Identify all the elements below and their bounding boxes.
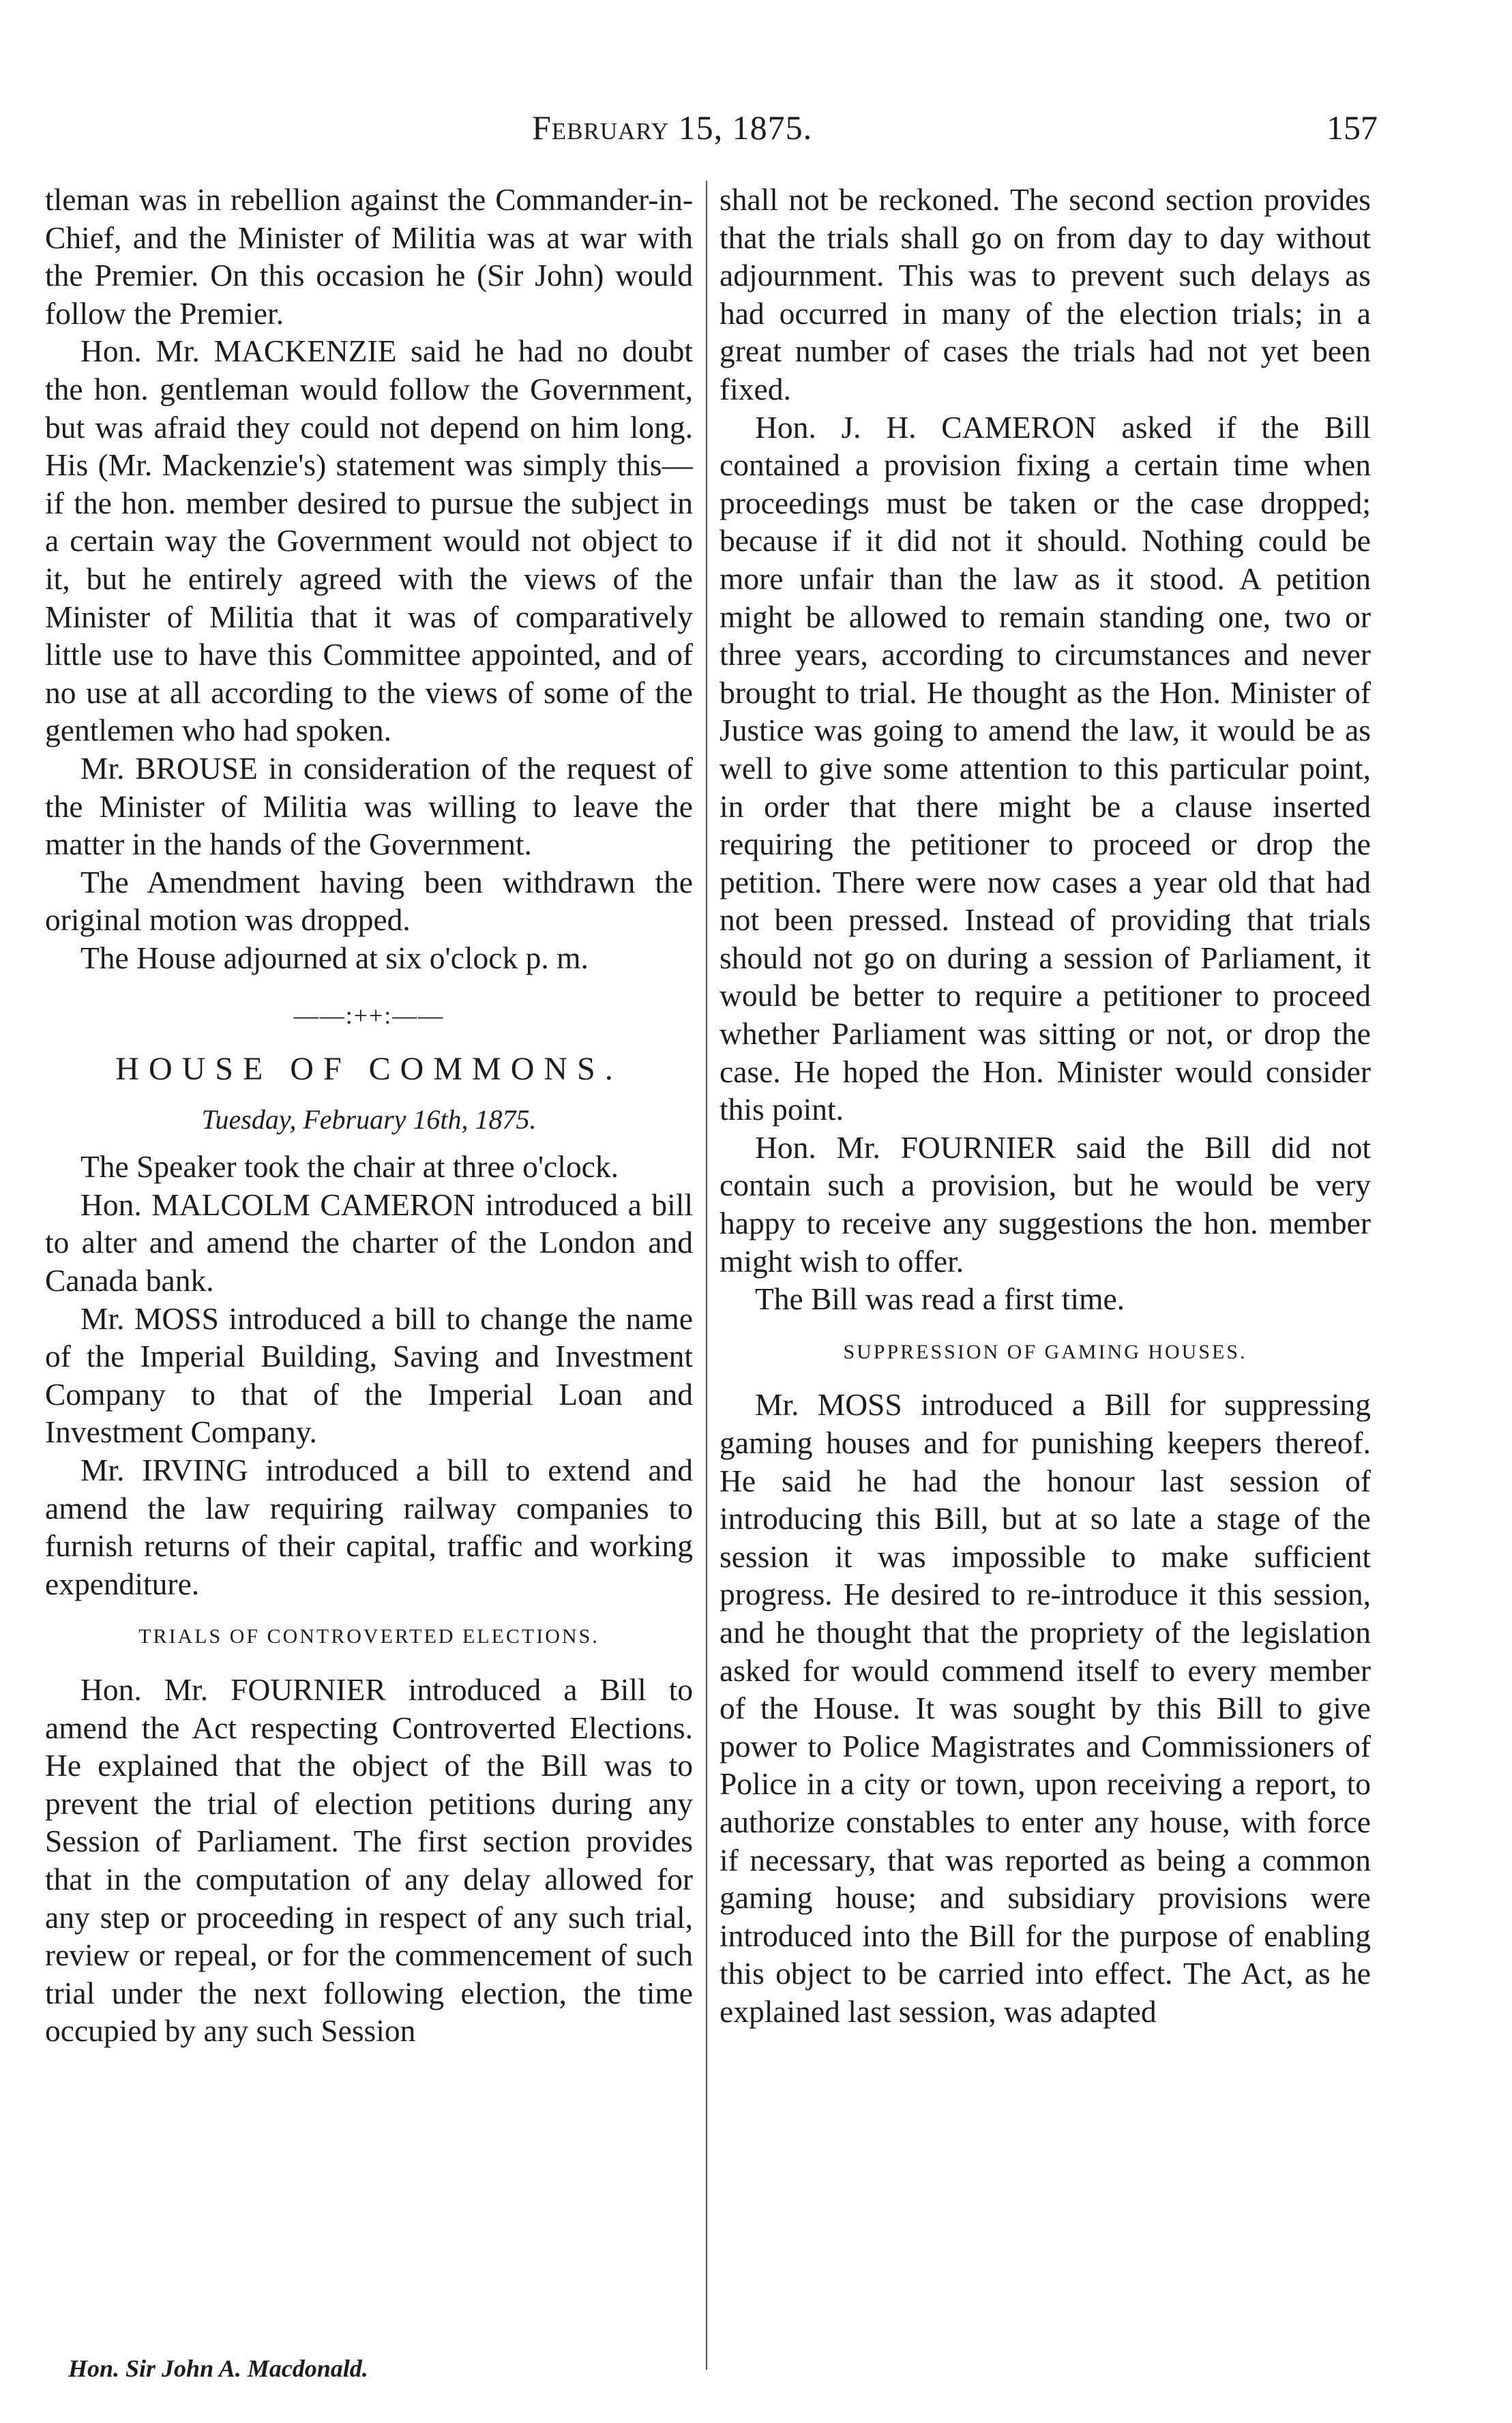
paragraph: Hon. Mr. FOURNIER introduced a Bill to amend the Act respecting Controverted Elections. He explained that the object of the Bill was to prevent the trial of election petitions during any Session of Parliament. The first section provides that in the computation of any delay allowed for any step or proceeding in respect of any such trial, review or repeal, or for the commencement of such trial under the next following election, the time occupied by any such Session	[45, 1671, 693, 2049]
paragraph: Hon. MALCOLM CAMERON introduced a bill to alter and amend the charter of the London and Canada bank.	[45, 1187, 693, 1298]
paragraph: The House adjourned at six o'clock p. m.	[80, 940, 589, 975]
footer-speaker: Hon. Sir John A. Macdonald.	[68, 2355, 368, 2382]
section-title: HOUSE OF COMMONS.	[115, 1051, 623, 1088]
page-number: 157	[1326, 108, 1378, 147]
paragraph: Hon. Mr. FOURNIER said the Bill did not contain such a provision, but he would be very happy to receive any suggestions the hon. member might wish to offer.	[720, 1129, 1371, 1279]
paragraph: The Speaker took the chair at three o'clock.	[80, 1149, 619, 1185]
paragraph: Mr. BROUSE in consideration of the request of the Minister of Militia was willing to leave the matter in the hands of the Government.	[45, 750, 693, 862]
paragraph: Mr. MOSS introduced a bill to change the name of the Imperial Building, Saving and Investment Company to that of the Imperial Loan and Investment Company.	[45, 1300, 693, 1450]
paragraph: Mr. MOSS introduced a Bill for suppressing gaming houses and for punishing keepers thereof. He said he had the honour last session of introducing this Bill, but at so late a stage of the session it was impossible to make sufficient progress. He desired to re-introduce it this session, and he thought that the propriety of the legislation asked for would commend itself to every member of the House. It was sought by this Bill to give power to Police Magistrates and Commissioners of Police in a city or town, upon receiving a report, to authorize constables to enter any house, with force if necessary, that was reported as being a common gaming house; and subsidiary provisions were introduced into the Bill for the purpose of enabling this object to be carried into effect. The Act, as he explained last session, was adapted	[720, 1387, 1371, 2029]
paragraph: Hon. Mr. MACKENZIE said he had no doubt the hon. gentleman would follow the Government, but was afraid they could not depend on him long. His (Mr. Mackenzie's) statement was simply this—if the hon. member desired to pursue the subject in a certain way the Government would not object to it, but he entirely agreed with the views of the Minister of Militia that it was of comparatively little use to have this Committee appointed, and of no use at all according to the views of some of the gentlemen who had spoken.	[45, 333, 693, 748]
page-header	[532, 108, 1378, 155]
paragraph: Mr. IRVING introduced a bill to extend and amend the law requiring railway companies to furnish returns of their capital, traffic and working expenditure.	[45, 1453, 693, 1601]
subheading: TRIALS OF CONTROVERTED ELECTIONS.	[138, 1625, 599, 1648]
paragraph: Hon. J. H. CAMERON asked if the Bill contained a provision fixing a certain time when proceedings must be taken or the case dropped; because if it did not it should. Nothing could be more unfair than the law as it stood. A petition might be allowed to remain standing one, two or three years, according to circumstances and never brought to trial. He thought as the Hon. Minister of Justice was going to amend the law, it would be as well to give some attention to this particular point, in order that there might be a clause inserted requiring the petitioner to proceed or drop the petition. There were now cases a year old that had not been pressed. Instead of providing that trials should not go on during a session of Parliament, it would be better to require a petitioner to proceed whether Parliament was sitting or not, or drop the case. He hoped the Hon. Minister would consider this point.	[720, 409, 1371, 1127]
paragraph: The Bill was read a first time.	[755, 1281, 1125, 1317]
subheading: SUPPRESSION OF GAMING HOUSES.	[843, 1340, 1247, 1363]
section-divider: ——:++:——	[293, 1002, 445, 1030]
column-rule	[706, 181, 707, 2370]
session-dateline: Tuesday, February 16th, 1875.	[201, 1103, 537, 1135]
paragraph: tleman was in rebellion against the Commander-in-Chief, and the Minister of Militia was at war with the Premier. On this occasion he (Sir John) would follow the Premier.	[45, 182, 693, 331]
left-column	[45, 181, 693, 2050]
paragraph: The Amendment having been withdrawn the original motion was dropped.	[45, 864, 693, 938]
paragraph: shall not be reckoned. The second section provides that the trials shall go on from day to day without adjournment. This was to prevent such delays as had occurred in many of the election trials; in a great number of cases the trials had not yet been fixed.	[720, 182, 1371, 406]
right-column	[720, 181, 1371, 2031]
header-date: February 15, 1875.	[532, 108, 813, 147]
